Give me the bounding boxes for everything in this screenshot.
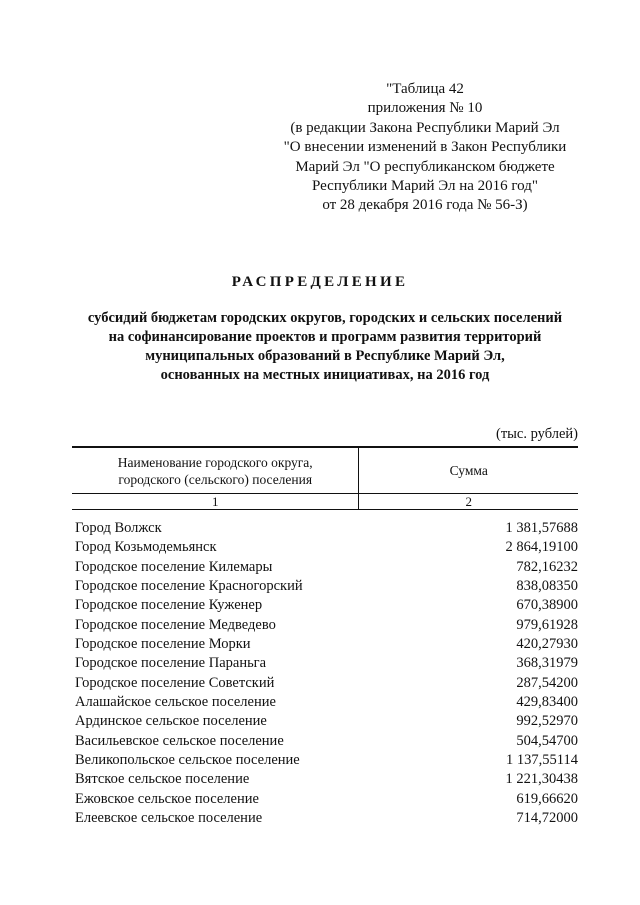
header-line: Марий Эл "О республиканском бюджете (295, 158, 555, 175)
header-line: "Таблица 42 (386, 81, 464, 97)
subsidy-amount: 1 137,55114 (506, 752, 578, 769)
settlement-name: Елеевское сельское поселение (75, 810, 263, 827)
units-label: (тыс. рублей) (496, 426, 578, 442)
table-row (75, 577, 578, 596)
table-row (75, 770, 578, 789)
header-line: "О внесении изменений в Закон Республики (283, 139, 567, 156)
subsidy-amount: 714,72000 (516, 810, 578, 827)
settlement-name: Васильевское сельское поселение (75, 732, 284, 749)
subsidy-amount: 782,16232 (516, 558, 578, 575)
subsidy-amount: 838,08350 (516, 578, 578, 595)
settlement-name: Городское поселение Морки (75, 636, 251, 653)
subsidy-amount: 619,66620 (516, 790, 578, 807)
table-row (75, 732, 578, 751)
subsidy-amount: 504,54700 (516, 732, 578, 749)
subsidy-amount: 979,61928 (516, 616, 578, 633)
column-header-line: городского (сельского) поселения (118, 471, 313, 487)
table-row (75, 635, 578, 654)
document-title: РАСПРЕДЕЛЕНИЕ (231, 274, 409, 290)
subsidy-amount: 1 381,57688 (505, 520, 578, 536)
column-header-name (72, 448, 359, 494)
subsidy-amount: 992,52970 (516, 713, 578, 730)
column-number: 1 (72, 494, 359, 510)
subtitle-line: на софинансирование проектов и программ развития территорий (108, 329, 542, 345)
subsidy-amount: 1 221,30438 (505, 771, 578, 788)
settlement-name: Алашайское сельское поселение (75, 694, 276, 711)
settlement-name: Городское поселение Красногорский (75, 578, 303, 595)
table-row (75, 693, 578, 712)
header-line: от 28 декабря 2016 года № 56-З) (322, 197, 528, 214)
settlement-name: Городское поселение Куженер (75, 597, 263, 614)
subsidy-amount: 420,27930 (516, 636, 578, 653)
table-row (75, 519, 578, 538)
table-header (72, 448, 578, 510)
settlement-name: Город Козьмодемьянск (75, 539, 217, 556)
subsidy-amount: 287,54200 (516, 674, 578, 691)
document-subtitle (40, 309, 610, 385)
settlement-name: Городское поселение Советский (75, 674, 275, 691)
header-line: Республики Марий Эл на 2016 год" (311, 178, 539, 195)
column-header-line: Наименование городского округа, (117, 454, 313, 470)
column-header-sum (359, 448, 578, 494)
subtitle-line: субсидий бюджетам городских округов, городских и сельских поселений (87, 310, 563, 326)
table-body (75, 519, 578, 829)
column-header-line: Сумма (449, 463, 488, 478)
subtitle-line: муниципальных образований в Республике Марий Эл, (145, 348, 505, 364)
table-row (75, 538, 578, 557)
settlement-name: Городское поселение Килемары (75, 558, 273, 575)
table-row (75, 751, 578, 770)
settlement-name: Вятское сельское поселение (75, 771, 250, 788)
settlement-name: Ардинское сельское поселение (75, 713, 267, 730)
subsidy-amount: 2 864,19100 (505, 539, 578, 556)
settlement-name: Великопольское сельское поселение (75, 752, 300, 769)
table-row (75, 790, 578, 809)
table-row (75, 712, 578, 731)
table-row (75, 809, 578, 828)
settlement-name: Город Волжск (75, 520, 162, 536)
header-line: (в редакции Закона Республики Марий Эл (290, 119, 560, 136)
table-row (75, 558, 578, 577)
header-line: приложения № 10 (367, 100, 483, 117)
subsidy-amount: 368,31979 (516, 655, 578, 672)
table-row (75, 654, 578, 673)
subsidy-amount: 670,38900 (516, 597, 578, 614)
appendix-header (240, 80, 610, 216)
column-number: 2 (359, 494, 578, 510)
settlement-name: Ежовское сельское поселение (75, 790, 259, 807)
table-row (75, 596, 578, 615)
settlement-name: Городское поселение Параньга (75, 655, 267, 672)
table-row (75, 674, 578, 693)
table-row (75, 616, 578, 635)
subtitle-line: основанных на местных инициативах, на 2016 год (160, 367, 490, 383)
settlement-name: Городское поселение Медведево (75, 616, 276, 633)
subsidy-amount: 429,83400 (516, 694, 578, 711)
